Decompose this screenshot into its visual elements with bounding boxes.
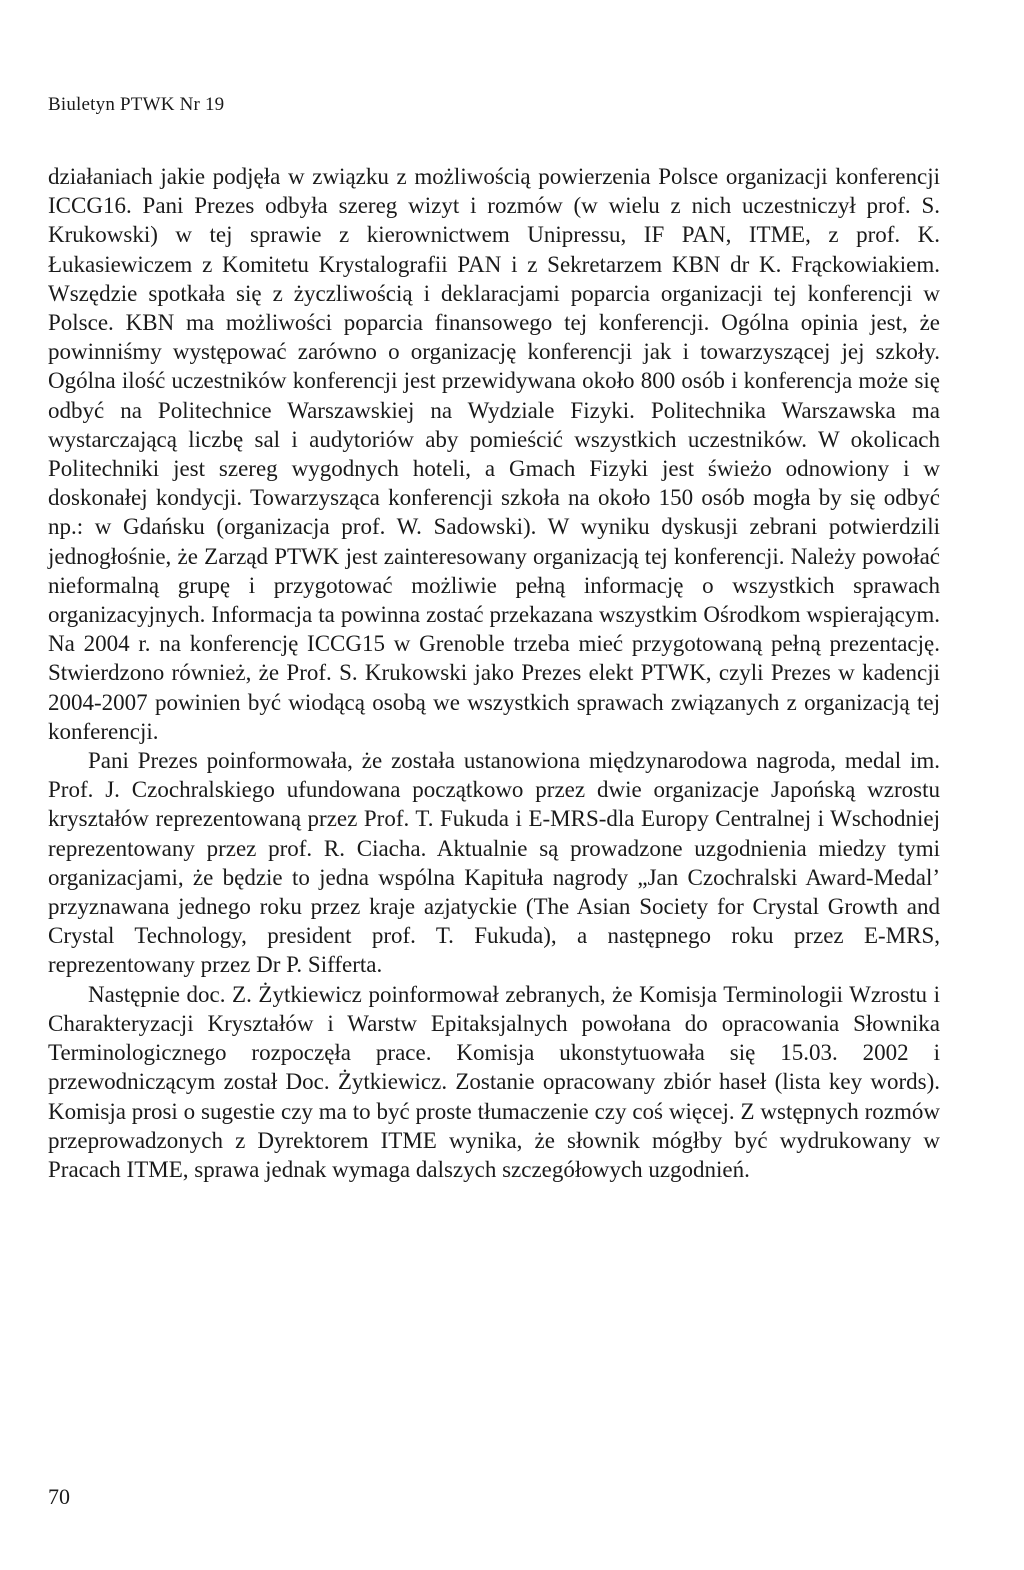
body-paragraph-3: Następnie doc. Z. Żytkiewicz poinformował zebranych, że Komisja Terminologii Wzrostu i Charakteryzacji Kryształów i Warstw Epitaksjalnych powołana do opracowania Słownika Terminologicznego rozpoczęła prace. Komisja ukonstytuowała się 15.03. 2002 i przewodniczącym został Doc. Żytkiewicz. Zostanie opracowany zbiór haseł (lista key words). Komisja prosi o sugestie czy ma to być proste tłumaczenie czy coś więcej. Z wstępnych rozmów przeprowadzonych z Dyrektorem ITME wynika, że słownik mógłby być wydrukowany w Pracach ITME, sprawa jednak wymaga dalszych szczegółowych uzgodnień.: [48, 981, 940, 1182]
page-body: [48, 162, 940, 1184]
body-paragraph-1: działaniach jakie podjęła w związku z możliwością powierzenia Polsce organizacji konferencji ICCG16. Pani Prezes odbyła szereg wizyt i rozmów (w wielu z nich uczestniczył prof. S. Krukowski) w tej sprawie z kierownictwem Unipressu, IF PAN, ITME, z prof. K. Łukasiewiczem z Komitetu Krystalografii PAN i z Sekretarzem KBN dr K. Frąckowiakiem. Wszędzie spotkała się z życzliwością i deklaracjami poparcia organizacji tej konferencji w Polsce. KBN ma możliwości poparcia finansowego tej konferencji. Ogólna opinia jest, że powinniśmy występować zarówno o organizację konferencji jak i towarzyszącej jej szkoły. Ogólna ilość uczestników konferencji jest przewidywana około 800 osób i konferencja może się odbyć na Politechnice Warszawskiej na Wydziale Fizyki. Politechnika Warszawska ma wystarczającą liczbę sal i audytoriów aby pomieścić wszystkich uczestników. W okolicach Politechniki jest szereg wygodnych hoteli, a Gmach Fizyki jest świeżo odnowiony i w doskonałej kondycji. Towarzysząca konferencji szkoła na około 150 osób mogła by się odbyć np.: w Gdańsku (organizacja prof. W. Sadowski). W wyniku dyskusji zebrani potwierdzili jednogłośnie, że Zarząd PTWK jest zainteresowany organizacją tej konferencji. Należy powołać nieformalną grupę i przygotować możliwie pełną informację o wszystkich sprawach organizacyjnych. Informacja ta powinna zostać przekazana wszystkim Ośrodkom wspierającym. Na 2004 r. na konferencję ICCG15 w Grenoble trzeba mieć przygotowaną pełną prezentację. Stwierdzono również, że Prof. S. Krukowski jako Prezes elekt PTWK, czyli Prezes w kadencji 2004-2007 powinien być wiodącą osobą we wszystkich sprawach związanych z organizacją tej konferencji.: [48, 164, 940, 744]
running-header: Biuletyn PTWK Nr 19: [48, 94, 225, 115]
page-number: 70: [48, 1484, 70, 1509]
body-paragraph-2: Pani Prezes poinformowała, że została ustanowiona międzynarodowa nagroda, medal im. Prof. J. Czochralskiego ufundowana początkowo przez dwie organizacje Japońską wzrostu kryształów reprezentowaną przez Prof. T. Fukuda i E-MRS-dla Europy Centralnej i Wschodniej reprezentowany przez prof. R. Ciacha. Aktualnie są prowadzone uzgodnienia miedzy tymi organizacjami, że będzie to jedna wspólna Kapituła nagrody „Jan Czochralski Award-Medal’ przyznawana jednego roku przez kraje azjatyckie (The Asian Society for Crystal Growth and Crystal Technology, president prof. T. Fukuda), a następnego roku przez E-MRS, reprezentowany przez Dr P. Sifferta.: [48, 748, 940, 978]
